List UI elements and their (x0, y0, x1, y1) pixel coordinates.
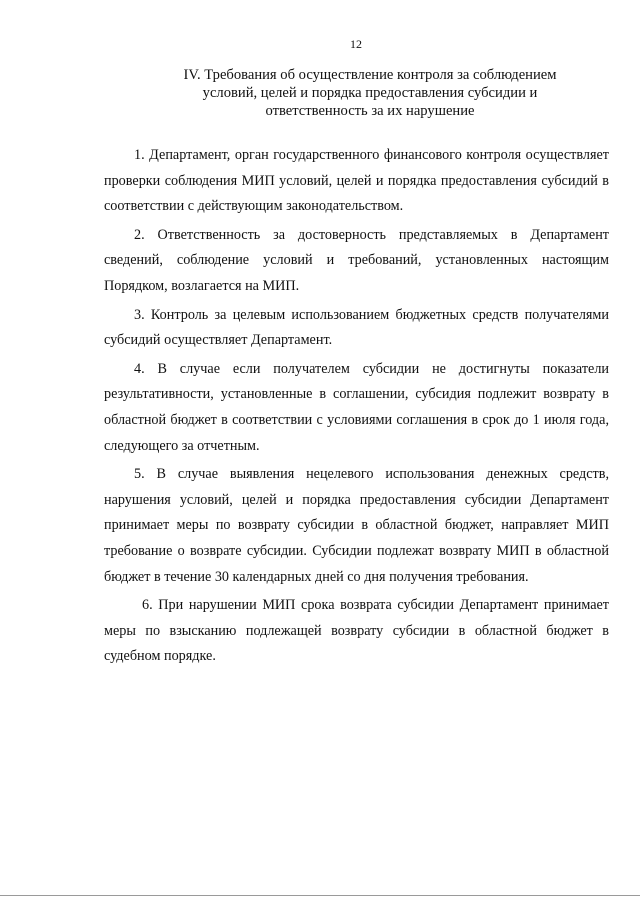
bottom-scan-edge (0, 895, 640, 896)
paragraph-6 (104, 593, 609, 670)
heading-line-3: ответственность за их нарушение (265, 103, 475, 119)
paragraph-2 (104, 223, 609, 300)
paragraph-number: 2. (134, 226, 145, 243)
paragraph-text: Контроль за целевым использованием бюджетных средств получателями субсидий осуществляет Департамент. (104, 306, 609, 349)
heading-line-1: IV. Требования об осуществление контроля за соблюдением (183, 67, 557, 83)
heading-line-2: условий, целей и порядка предоставления субсидии и (202, 85, 538, 101)
section-heading (170, 66, 570, 120)
paragraph-1 (104, 143, 609, 220)
paragraph-number: 6. (142, 597, 153, 614)
paragraph-text: При нарушении МИП срока возврата субсидии Департамент принимает меры по взысканию подлежащей возврату субсидии в областной бюджет в судебном порядке. (104, 597, 610, 665)
paragraph-text: Ответственность за достоверность представляемых в Департамент сведений, соблюдение условий и требований, установленных настоящим Порядком, возлагается на МИП. (104, 226, 609, 294)
paragraph-number: 1. (134, 147, 145, 163)
paragraph-number: 4. (134, 360, 145, 377)
paragraph-5 (104, 462, 609, 590)
paragraph-text: В случае если получателем субсидии не достигнуты показатели результативности, установленные в соглашении, субсидия подлежит возврату в областной бюджет в соответствии с условиями соглашения в срок до 1 июля года, следующего за отчетным. (104, 360, 609, 454)
paragraph-text: Департамент, орган государственного финансового контроля осуществляет проверки соблюдения МИП условий, целей и порядка предоставления субсидий в соответствии с действующим законодательством. (104, 147, 610, 215)
page-number: 12 (350, 37, 362, 51)
body-text (104, 143, 609, 673)
paragraph-3 (104, 303, 609, 354)
paragraph-number: 5. (134, 466, 145, 483)
paragraph-number: 3. (134, 306, 145, 323)
paragraph-text: В случае выявления нецелевого использования денежных средств, нарушения условий, целей и порядка предоставления субсидии Департамент принимает меры по возврату субсидии в областной бюджет, направляет МИП требование о возврате субсидии. Субсидии подлежат возврату МИП в областной бюджет в течение 30 календарных дней со дня получения требования. (104, 466, 609, 585)
paragraph-4 (104, 357, 609, 459)
